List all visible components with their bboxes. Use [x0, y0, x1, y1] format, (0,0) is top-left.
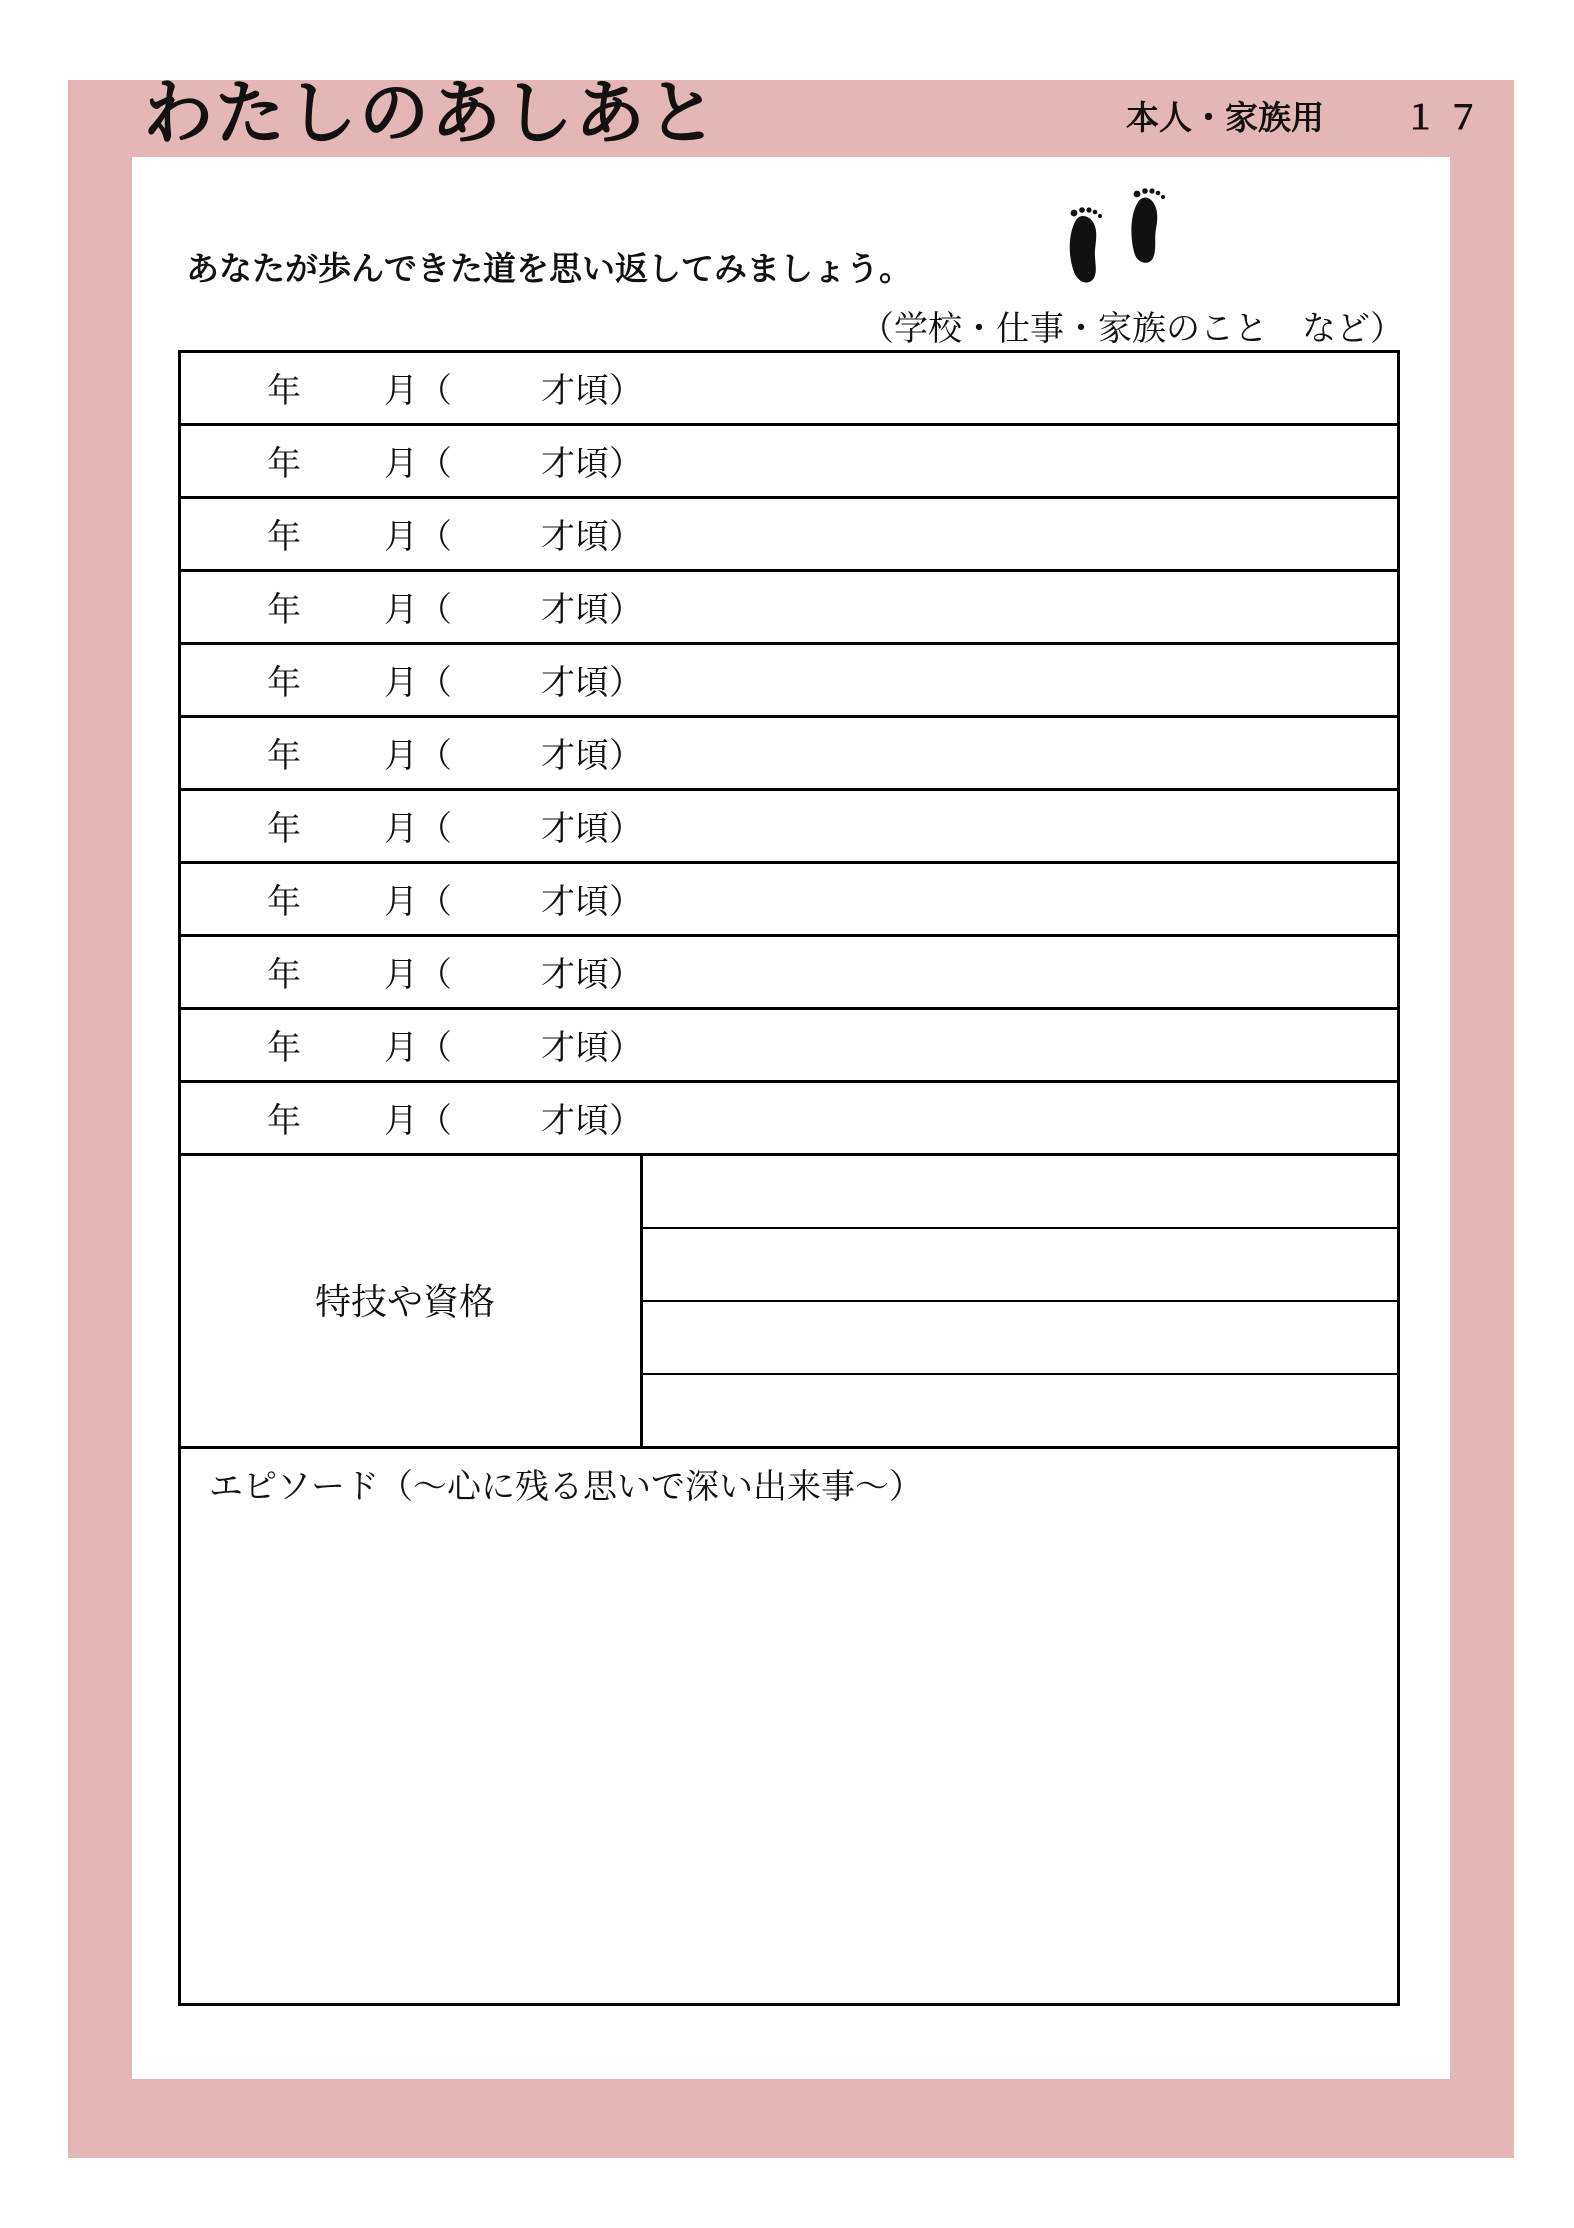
- year-field[interactable]: 年: [267, 371, 301, 411]
- month-field[interactable]: 月（: [384, 444, 452, 484]
- page-title: わたしのあしあと: [143, 72, 719, 154]
- skills-label: 特技や資格: [315, 1282, 496, 1323]
- history-row[interactable]: [181, 1010, 1397, 1083]
- month-field[interactable]: 月（: [384, 1028, 452, 1068]
- history-row[interactable]: [181, 1083, 1397, 1156]
- episode-label: エピソード（～心に残る思いで深い出来事～）: [209, 1467, 923, 1507]
- age-field[interactable]: 才頃）: [541, 517, 643, 557]
- age-field[interactable]: 才頃）: [541, 955, 643, 995]
- age-field[interactable]: 才頃）: [541, 736, 643, 776]
- history-form: [178, 350, 1400, 2006]
- skills-lines: [643, 1156, 1397, 1446]
- history-row[interactable]: [181, 645, 1397, 718]
- age-field[interactable]: 才頃）: [541, 1101, 643, 1141]
- age-field[interactable]: 才頃）: [541, 882, 643, 922]
- year-field[interactable]: 年: [267, 736, 301, 776]
- skill-entry-line[interactable]: [643, 1229, 1397, 1302]
- month-field[interactable]: 月（: [384, 882, 452, 922]
- month-field[interactable]: 月（: [384, 736, 452, 776]
- skill-entry-line[interactable]: [643, 1375, 1397, 1448]
- month-field[interactable]: 月（: [384, 1101, 452, 1141]
- history-row[interactable]: [181, 499, 1397, 572]
- skills-section: [181, 1156, 1397, 1449]
- left-foot-icon: [1070, 216, 1097, 282]
- month-field[interactable]: 月（: [384, 809, 452, 849]
- age-field[interactable]: 才頃）: [541, 1028, 643, 1068]
- page-number: １７: [1404, 98, 1490, 137]
- age-field[interactable]: 才頃）: [541, 663, 643, 703]
- history-row[interactable]: [181, 791, 1397, 864]
- right-foot-icon: [1131, 198, 1157, 263]
- year-field[interactable]: 年: [267, 809, 301, 849]
- history-row[interactable]: [181, 353, 1397, 426]
- age-field[interactable]: 才頃）: [541, 371, 643, 411]
- skill-entry-line[interactable]: [643, 1302, 1397, 1375]
- history-row[interactable]: [181, 864, 1397, 937]
- age-field[interactable]: 才頃）: [541, 590, 643, 630]
- episode-section[interactable]: [181, 1449, 1397, 2009]
- page-header-info: [1126, 92, 1506, 142]
- year-field[interactable]: 年: [267, 882, 301, 922]
- year-field[interactable]: 年: [267, 517, 301, 557]
- examples-note: （学校・仕事・家族のこと など）: [860, 309, 1404, 349]
- year-field[interactable]: 年: [267, 663, 301, 703]
- history-row[interactable]: [181, 718, 1397, 791]
- skill-entry-line[interactable]: [643, 1156, 1397, 1229]
- history-row[interactable]: [181, 426, 1397, 499]
- age-field[interactable]: 才頃）: [541, 809, 643, 849]
- footprints-icon: [1060, 182, 1178, 290]
- year-field[interactable]: 年: [267, 955, 301, 995]
- year-field[interactable]: 年: [267, 1101, 301, 1141]
- age-field[interactable]: 才頃）: [541, 444, 643, 484]
- history-row[interactable]: [181, 937, 1397, 1010]
- month-field[interactable]: 月（: [384, 955, 452, 995]
- year-field[interactable]: 年: [267, 1028, 301, 1068]
- month-field[interactable]: 月（: [384, 517, 452, 557]
- history-row[interactable]: [181, 572, 1397, 645]
- month-field[interactable]: 月（: [384, 590, 452, 630]
- month-field[interactable]: 月（: [384, 663, 452, 703]
- audience-label: 本人・家族用: [1126, 98, 1324, 137]
- skills-label-cell: [181, 1156, 643, 1446]
- intro-prompt: あなたが歩んできた道を思い返してみましょう。: [186, 249, 912, 288]
- year-field[interactable]: 年: [267, 590, 301, 630]
- month-field[interactable]: 月（: [384, 371, 452, 411]
- year-field[interactable]: 年: [267, 444, 301, 484]
